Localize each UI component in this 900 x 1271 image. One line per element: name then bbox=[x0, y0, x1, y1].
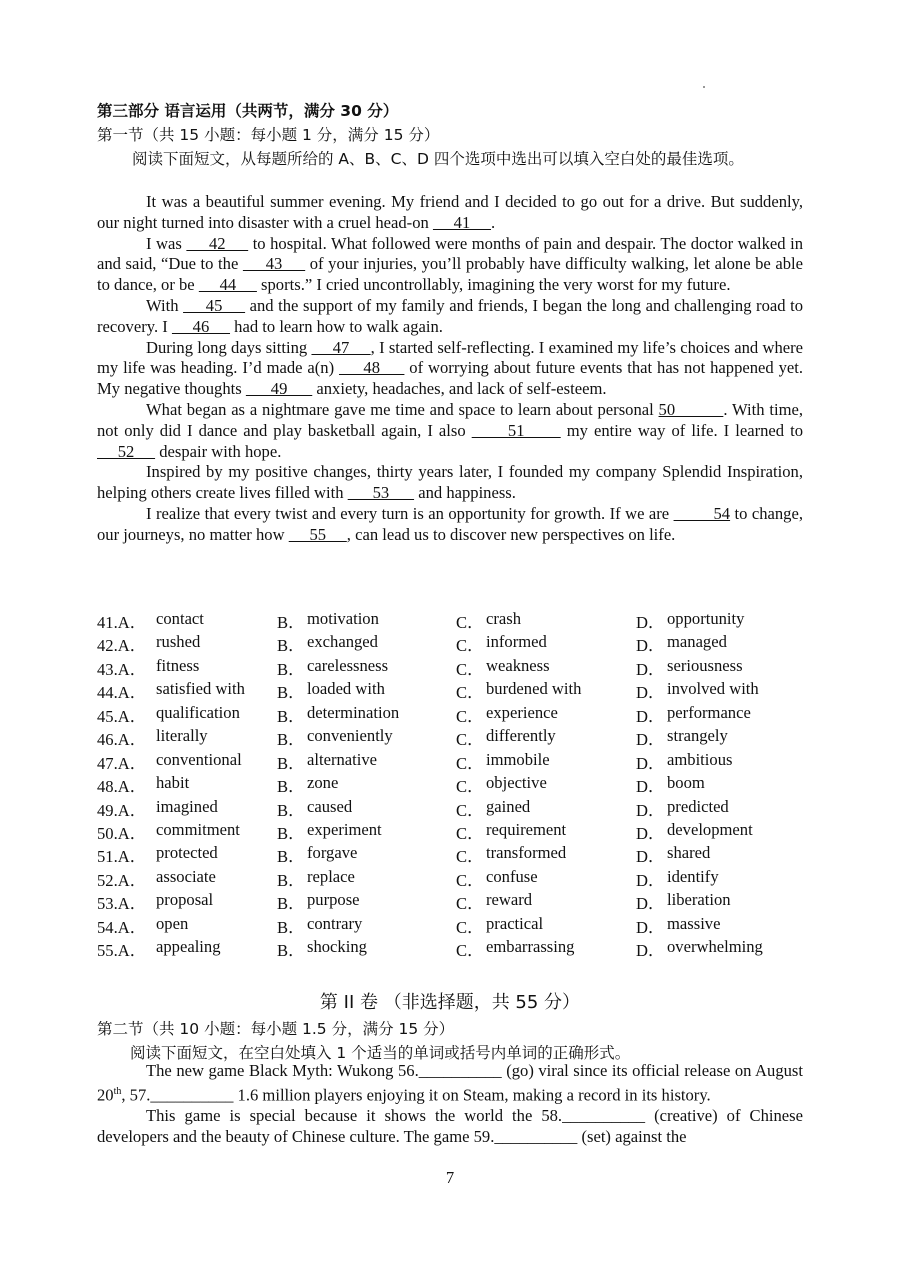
option-label-a: A． bbox=[117, 870, 147, 890]
grammar-paragraph-1 bbox=[97, 1061, 803, 1106]
option-a: open bbox=[156, 913, 189, 933]
question-number-text: 44. bbox=[97, 683, 118, 703]
passage-text: of your injuries, you’ll probably have difficulty walking, let alone be able to dance, or be bbox=[97, 254, 804, 295]
option-label: B． bbox=[277, 753, 305, 773]
option-label: C． bbox=[456, 870, 484, 890]
section2-instruction: 阅读下面短文，在空白处填入 1 个适当的单词或括号内单词的正确形式。 bbox=[130, 1044, 631, 1062]
part3-heading: 第三部分 语言运用（共两节，满分 30 分） bbox=[97, 102, 399, 120]
blank-58: __________ bbox=[562, 1106, 646, 1126]
option-c: confuse bbox=[486, 866, 538, 886]
option-a: contact bbox=[156, 609, 204, 628]
option-b: exchanged bbox=[307, 632, 378, 652]
option-label: D． bbox=[636, 917, 665, 937]
section1-heading: 第一节（共 15 小题：每小题 1 分，满分 15 分） bbox=[97, 126, 440, 144]
passage-text: What began as a nightmare gave me time and space to learn about personal bbox=[146, 399, 659, 419]
option-label: B． bbox=[277, 683, 305, 703]
passage-text: to hospital. What followed were months of pain and despair. The doctor walked in and said, “Due to the bbox=[97, 233, 803, 274]
cloze-blank: 51 bbox=[471, 420, 561, 440]
option-label: C． bbox=[456, 823, 484, 843]
cloze-blank: 42 bbox=[186, 233, 249, 253]
option-b: loaded with bbox=[307, 679, 385, 699]
question-number bbox=[97, 679, 146, 703]
cloze-blank: 45 bbox=[183, 295, 246, 315]
text: This game is special because it shows the world the 58. bbox=[146, 1106, 563, 1126]
passage-paragraph bbox=[97, 296, 803, 338]
option-a: appealing bbox=[156, 937, 221, 957]
option-b: carelessness bbox=[307, 655, 389, 675]
section1-instruction bbox=[97, 147, 803, 171]
option-label: C． bbox=[456, 613, 484, 632]
option-a: qualification bbox=[156, 702, 240, 722]
option-row bbox=[97, 797, 817, 820]
option-b: zone bbox=[307, 773, 339, 793]
option-label: D． bbox=[636, 800, 665, 820]
option-label-a: A． bbox=[117, 730, 147, 750]
option-label: D． bbox=[636, 753, 665, 773]
cloze-blank: 55 bbox=[288, 524, 347, 544]
passage-paragraph bbox=[97, 400, 803, 462]
option-label: D． bbox=[636, 847, 665, 867]
option-label: D． bbox=[636, 730, 665, 750]
option-a: commitment bbox=[156, 819, 240, 839]
option-d: shared bbox=[667, 843, 711, 863]
question-number-text: 41. bbox=[97, 613, 118, 632]
option-label-a: A． bbox=[117, 636, 147, 656]
option-c: reward bbox=[486, 890, 533, 910]
passage-text: Inspired by my positive changes, thirty years later, I founded my company Splendid Inspiration, helping others create lives filled with bbox=[97, 462, 803, 503]
option-d: involved with bbox=[667, 679, 759, 699]
option-d: liberation bbox=[667, 890, 731, 910]
option-label: D． bbox=[636, 706, 665, 726]
option-row bbox=[97, 656, 817, 679]
option-label: C． bbox=[456, 636, 484, 656]
option-b: shocking bbox=[307, 937, 367, 957]
option-b: determination bbox=[307, 702, 400, 722]
cloze-blank: 41 bbox=[432, 212, 492, 232]
option-label-a: A． bbox=[117, 847, 147, 867]
option-a: proposal bbox=[156, 890, 214, 910]
question-number-text: 50. bbox=[97, 823, 118, 843]
passage-text: to change, our journeys, no matter how bbox=[97, 503, 803, 544]
passage-text: . bbox=[491, 212, 496, 232]
option-d: development bbox=[667, 819, 753, 839]
option-row bbox=[97, 750, 817, 773]
option-c: gained bbox=[486, 796, 531, 816]
option-c: differently bbox=[486, 726, 556, 746]
option-label: D． bbox=[636, 659, 665, 679]
question-number bbox=[97, 750, 146, 774]
cloze-passage bbox=[97, 192, 803, 546]
option-d: seriousness bbox=[667, 655, 743, 675]
cloze-blank: 43 bbox=[242, 254, 306, 274]
option-label-a: A． bbox=[117, 753, 147, 773]
question-number bbox=[97, 632, 146, 656]
option-label: C． bbox=[456, 753, 484, 773]
option-c: objective bbox=[486, 773, 547, 793]
option-c: crash bbox=[486, 609, 522, 628]
cloze-blank: 54 bbox=[673, 503, 731, 523]
option-label: B． bbox=[277, 917, 305, 937]
option-label: B． bbox=[277, 847, 305, 867]
cloze-blank: 52 bbox=[97, 441, 156, 461]
option-label: C． bbox=[456, 847, 484, 867]
option-d: massive bbox=[667, 913, 721, 933]
option-label: B． bbox=[277, 706, 305, 726]
option-row bbox=[97, 914, 817, 937]
option-row bbox=[97, 609, 817, 632]
option-a: associate bbox=[156, 866, 216, 886]
option-d: predicted bbox=[667, 796, 729, 816]
passage-text: I was bbox=[146, 233, 187, 253]
section2-heading: 第二节（共 10 小题：每小题 1.5 分，满分 15 分） bbox=[97, 1020, 455, 1038]
page-number: 7 bbox=[445, 1168, 455, 1187]
question-number bbox=[97, 867, 146, 891]
option-c: weakness bbox=[486, 655, 550, 675]
option-label: D． bbox=[636, 894, 665, 914]
option-b: replace bbox=[307, 866, 355, 886]
passage-text: sports.” I cried uncontrollably, imagining the very worst for my future. bbox=[256, 275, 731, 295]
option-label: C． bbox=[456, 917, 484, 937]
question-number-text: 49. bbox=[97, 800, 118, 820]
option-b: motivation bbox=[307, 609, 379, 628]
option-label: C． bbox=[456, 683, 484, 703]
option-label: B． bbox=[277, 894, 305, 914]
passage-text: During long days sitting bbox=[146, 337, 312, 357]
option-label: D． bbox=[636, 636, 665, 656]
option-label-a: A． bbox=[117, 777, 147, 797]
option-row bbox=[97, 820, 817, 843]
option-d: boom bbox=[667, 773, 705, 793]
passage-text: anxiety, headaches, and lack of self-esteem. bbox=[312, 379, 607, 399]
option-d: strangely bbox=[667, 726, 728, 746]
blank-56: __________ bbox=[418, 1061, 502, 1080]
cloze-blank: 44 bbox=[198, 275, 257, 295]
text: 1.6 million players enjoying it on Steam, making a record in its history. bbox=[233, 1085, 711, 1105]
option-label: B． bbox=[277, 613, 305, 632]
text: (go) viral since its official release on August 20 bbox=[97, 1061, 803, 1105]
text: , 57. bbox=[121, 1085, 151, 1105]
option-label: C． bbox=[456, 706, 484, 726]
passage-text: had to learn how to walk again. bbox=[230, 316, 443, 336]
option-row bbox=[97, 867, 817, 890]
cloze-blank: 53 bbox=[347, 483, 415, 503]
option-row bbox=[97, 679, 817, 702]
question-number-text: 52. bbox=[97, 870, 118, 890]
option-row bbox=[97, 937, 817, 960]
option-row bbox=[97, 703, 817, 726]
option-a: imagined bbox=[156, 796, 218, 816]
option-c: experience bbox=[486, 702, 558, 722]
option-b: forgave bbox=[307, 843, 358, 863]
question-number-text: 45. bbox=[97, 706, 118, 726]
passage-paragraph bbox=[97, 338, 803, 400]
option-label: B． bbox=[277, 870, 305, 890]
passage-paragraph bbox=[97, 462, 803, 504]
option-d: performance bbox=[667, 702, 751, 722]
question-number bbox=[97, 726, 146, 750]
option-label: B． bbox=[277, 636, 305, 656]
option-b: contrary bbox=[307, 913, 363, 933]
cloze-blank: 49 bbox=[245, 379, 313, 399]
grammar-paragraph-2 bbox=[97, 1106, 803, 1148]
option-row bbox=[97, 726, 817, 749]
option-d: overwhelming bbox=[667, 937, 763, 957]
question-number-text: 43. bbox=[97, 659, 118, 679]
option-label: C． bbox=[456, 941, 484, 961]
option-a: rushed bbox=[156, 632, 201, 652]
question-number-text: 42. bbox=[97, 636, 118, 656]
text: The new game Black Myth: Wukong 56. bbox=[146, 1061, 419, 1080]
option-label: B． bbox=[277, 730, 305, 750]
option-b: purpose bbox=[307, 890, 360, 910]
option-label: C． bbox=[456, 894, 484, 914]
option-row bbox=[97, 773, 817, 796]
question-number bbox=[97, 773, 146, 797]
option-a: habit bbox=[156, 773, 190, 793]
option-row bbox=[97, 632, 817, 655]
option-label-a: A． bbox=[117, 613, 147, 632]
text: (set) against the bbox=[577, 1126, 687, 1146]
option-a: satisfied with bbox=[156, 679, 245, 699]
option-d: identify bbox=[667, 866, 719, 886]
question-number bbox=[97, 609, 146, 633]
option-label: B． bbox=[277, 800, 305, 820]
option-c: informed bbox=[486, 632, 547, 652]
question-number bbox=[97, 656, 146, 680]
passage-paragraph bbox=[97, 234, 803, 296]
passage-text: and happiness. bbox=[414, 483, 516, 503]
option-label-a: A． bbox=[117, 683, 147, 703]
option-label: C． bbox=[456, 730, 484, 750]
passage-paragraph bbox=[97, 504, 803, 546]
option-label: D． bbox=[636, 870, 665, 890]
passage-text: , can lead us to discover new perspectives on life. bbox=[346, 524, 676, 544]
cloze-blank: 48 bbox=[338, 358, 405, 378]
option-label: B． bbox=[277, 659, 305, 679]
cloze-blank: 46 bbox=[171, 316, 231, 336]
option-b: experiment bbox=[307, 819, 382, 839]
blank-57: __________ bbox=[150, 1085, 234, 1105]
option-label: D． bbox=[636, 823, 665, 843]
passage-text: . With time, not only did I dance and play basketball again, I also bbox=[97, 399, 803, 440]
option-label: D． bbox=[636, 613, 665, 632]
passage-text: my entire way of life. I learned to bbox=[560, 420, 803, 440]
passage-text: I realize that every twist and every turn is an opportunity for growth. If we are bbox=[146, 503, 674, 523]
text: (creative) of Chinese developers and the beauty of Chinese culture. The game 59. bbox=[97, 1106, 803, 1146]
question-number bbox=[97, 937, 146, 961]
option-label: D． bbox=[636, 683, 665, 703]
question-number bbox=[97, 820, 146, 844]
option-label-a: A． bbox=[117, 941, 147, 961]
options-list bbox=[97, 609, 817, 961]
question-number bbox=[97, 843, 146, 867]
option-a: fitness bbox=[156, 655, 200, 675]
passage-text: It was a beautiful summer evening. My friend and I decided to go out for a drive. But suddenly, our night turned into disaster with a cruel head-on bbox=[97, 192, 803, 232]
passage-text: despair with hope. bbox=[155, 441, 282, 461]
option-d: managed bbox=[667, 632, 727, 652]
option-label: C． bbox=[456, 777, 484, 797]
option-a: literally bbox=[156, 726, 208, 746]
option-b: caused bbox=[307, 796, 353, 816]
question-number bbox=[97, 890, 146, 914]
option-label-a: A． bbox=[117, 823, 147, 843]
option-label: D． bbox=[636, 777, 665, 797]
passage-text: and the support of my family and friends, I began the long and challenging road to recovery. I bbox=[97, 295, 803, 336]
stray-dot bbox=[703, 86, 705, 88]
option-label: C． bbox=[456, 659, 484, 679]
option-label: B． bbox=[277, 777, 305, 797]
option-label-a: A． bbox=[117, 706, 147, 726]
option-c: embarrassing bbox=[486, 937, 575, 957]
question-number-text: 48. bbox=[97, 777, 118, 797]
option-label: D． bbox=[636, 941, 665, 961]
option-a: conventional bbox=[156, 749, 242, 769]
option-c: transformed bbox=[486, 843, 567, 863]
option-label: B． bbox=[277, 823, 305, 843]
option-a: protected bbox=[156, 843, 218, 863]
option-label-a: A． bbox=[117, 800, 147, 820]
superscript: th bbox=[113, 1085, 122, 1097]
option-label: C． bbox=[456, 800, 484, 820]
question-number-text: 46. bbox=[97, 730, 118, 750]
option-b: alternative bbox=[307, 749, 378, 769]
passage-text: , I started self-reflecting. I examined my life’s choices and where my life was heading. I’d made a(n) bbox=[97, 337, 804, 378]
option-label-a: A． bbox=[117, 894, 147, 914]
cloze-blank: 47 bbox=[311, 337, 371, 357]
question-number bbox=[97, 703, 146, 727]
question-number-text: 54. bbox=[97, 917, 118, 937]
option-d: ambitious bbox=[667, 749, 733, 769]
option-c: burdened with bbox=[486, 679, 582, 699]
option-row bbox=[97, 890, 817, 913]
question-number-text: 53. bbox=[97, 894, 118, 914]
blank-59: __________ bbox=[494, 1126, 578, 1146]
cloze-blank: 50 bbox=[658, 399, 724, 419]
passage-text: of worrying about future events that has not happened yet. My negative thoughts bbox=[97, 358, 803, 399]
option-c: requirement bbox=[486, 819, 567, 839]
option-d: opportunity bbox=[667, 609, 745, 628]
option-label-a: A． bbox=[117, 659, 147, 679]
question-number-text: 51. bbox=[97, 847, 118, 867]
volume2-heading: 第 II 卷 （非选择题，共 55 分） bbox=[319, 992, 581, 1013]
grammar-passage bbox=[97, 1061, 803, 1148]
option-label-a: A． bbox=[117, 917, 147, 937]
passage-text: With bbox=[146, 295, 184, 315]
question-number-text: 47. bbox=[97, 753, 118, 773]
question-number bbox=[97, 797, 146, 821]
option-c: immobile bbox=[486, 749, 550, 769]
option-row bbox=[97, 843, 817, 866]
section1-instruction-text: 阅读下面短文，从每题所给的 A、B、C、D 四个选项中选出可以填入空白处的最佳选项。 bbox=[132, 150, 744, 168]
option-b: conveniently bbox=[307, 726, 393, 746]
passage-paragraph bbox=[97, 192, 803, 234]
option-c: practical bbox=[486, 913, 544, 933]
option-label: B． bbox=[277, 941, 305, 961]
question-number bbox=[97, 914, 146, 938]
question-number-text: 55. bbox=[97, 941, 118, 961]
